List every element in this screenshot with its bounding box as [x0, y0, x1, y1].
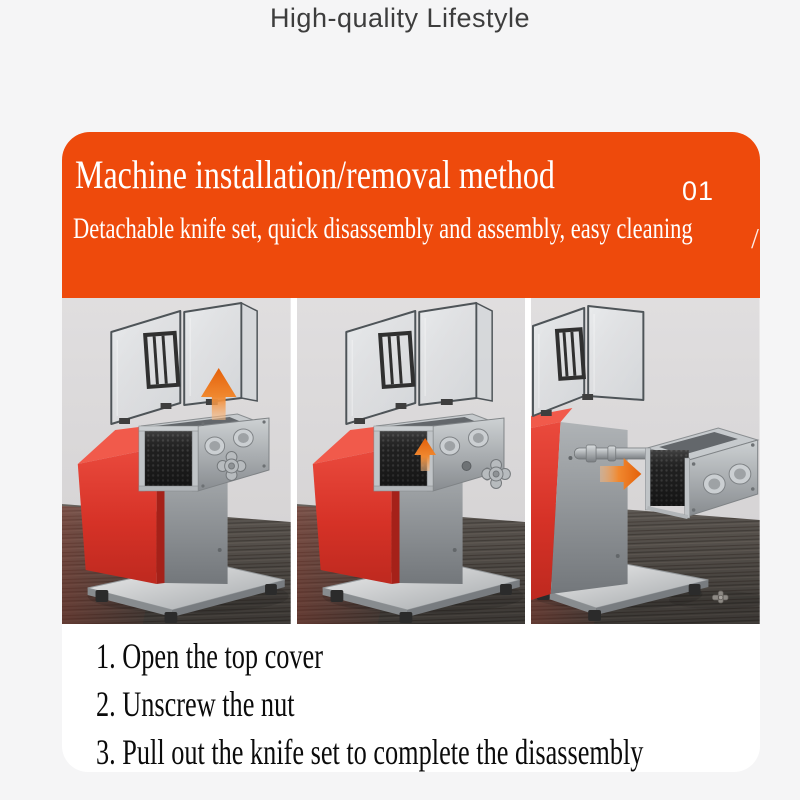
step-item-2: 2. Unscrew the nut [96, 684, 295, 725]
banner-index-number: 01 [682, 176, 715, 206]
machine-step-2-illustration [297, 298, 526, 624]
gallery [62, 298, 760, 624]
page-title: High-quality Lifestyle [269, 3, 531, 33]
instruction-steps [62, 624, 760, 772]
banner-subtitle: Detachable knife set, quick disassembly and assembly, easy cleaning / [73, 212, 759, 255]
machine-step-1-illustration [62, 298, 291, 624]
instructions-card [62, 298, 760, 772]
section-banner [62, 132, 760, 298]
step-item-1: 1. Open the top cover [96, 636, 323, 677]
banner-title: Machine installation/removal method [75, 152, 555, 197]
machine-step-3-illustration [531, 298, 760, 624]
gallery-step-3 [531, 298, 760, 624]
banner-subtitle-slash: / [751, 224, 759, 255]
gallery-step-2 [297, 298, 526, 624]
step-item-3: 3. Pull out the knife set to complete the disassembly [96, 732, 644, 772]
gallery-step-1 [62, 298, 291, 624]
top-cover-panels [533, 306, 643, 416]
